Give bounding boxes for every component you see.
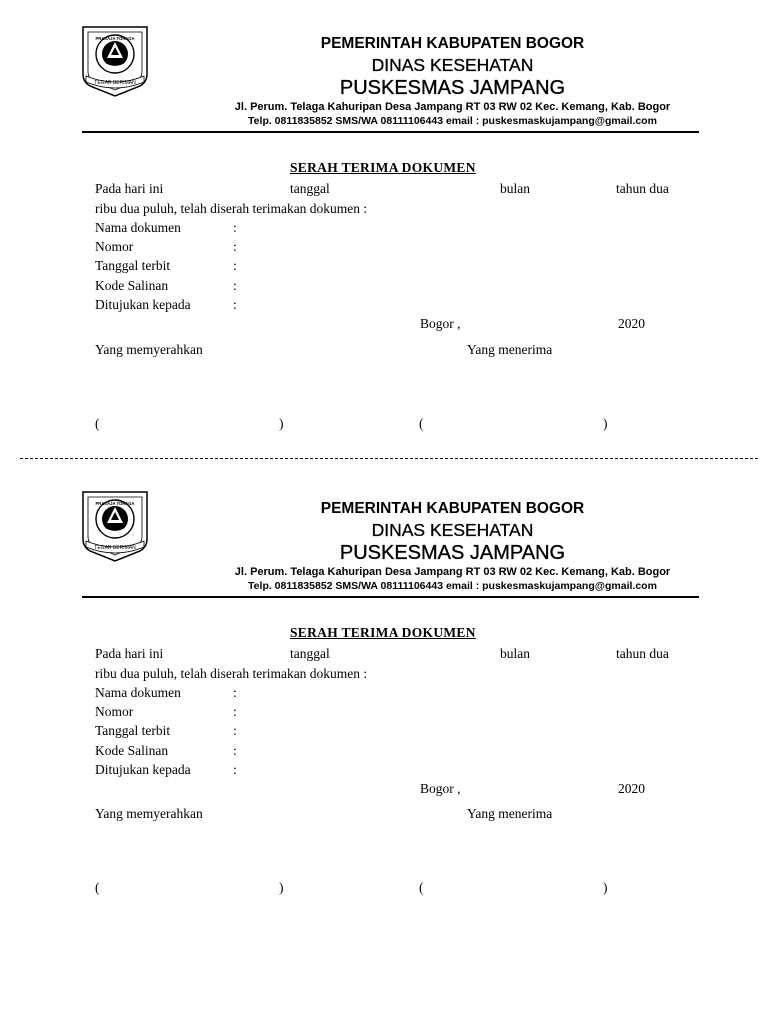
field-separator: : bbox=[233, 278, 237, 293]
header-address: Jl. Perum. Telaga Kahuripan Desa Jampang RT 03 RW 02 Kec. Kemang, Kab. Bogor bbox=[234, 566, 671, 578]
intro-year: tahun dua bbox=[616, 646, 669, 661]
svg-text:TEGAR BERIMAN: TEGAR BERIMAN bbox=[94, 545, 136, 551]
intro-line-2: ribu dua puluh, telah diserah terimakan dokumen : bbox=[95, 201, 368, 216]
header-government: PEMERINTAH KABUPATEN BOGOR bbox=[320, 35, 585, 52]
field-label-ditujukan-kepada: Ditujukan kepada bbox=[95, 762, 191, 777]
header-contact: Telp. 0811835852 SMS/WA 08111106443 email : puskesmaskujampang@gmail.com bbox=[248, 115, 657, 127]
signature-receiver-label: Yang menerima bbox=[467, 342, 553, 357]
signature-giver-label: Yang memyerahkan bbox=[95, 342, 203, 357]
header-department: DINAS KESEHATAN bbox=[371, 520, 534, 540]
svg-text:TEGAR BERIMAN: TEGAR BERIMAN bbox=[94, 80, 136, 86]
header-puskesmas: PUSKESMAS JAMPANG bbox=[339, 542, 566, 564]
signature-receiver-label: Yang menerima bbox=[467, 806, 553, 821]
place-label: Bogor , bbox=[420, 781, 461, 796]
header-rule bbox=[82, 131, 699, 133]
svg-text:SAYAGA: SAYAGA bbox=[107, 531, 123, 535]
field-separator: : bbox=[233, 258, 237, 273]
field-label-nama-dokumen: Nama dokumen bbox=[95, 685, 181, 700]
cut-line bbox=[20, 458, 758, 459]
signature-giver-open: ( bbox=[95, 880, 100, 895]
svg-text:SAYAGA: SAYAGA bbox=[107, 66, 123, 70]
field-label-tanggal-terbit: Tanggal terbit bbox=[95, 258, 171, 273]
field-separator: : bbox=[233, 704, 237, 719]
field-separator: : bbox=[233, 297, 237, 312]
field-label-kode-salinan: Kode Salinan bbox=[95, 278, 169, 293]
header-address: Jl. Perum. Telaga Kahuripan Desa Jampang RT 03 RW 02 Kec. Kemang, Kab. Bogor bbox=[234, 101, 671, 113]
intro-day: Pada hari ini bbox=[95, 181, 164, 196]
year-label: 2020 bbox=[618, 781, 645, 796]
intro-day: Pada hari ini bbox=[95, 646, 164, 661]
intro-date: tanggal bbox=[290, 646, 330, 661]
document-form-bottom bbox=[0, 465, 768, 905]
field-separator: : bbox=[233, 743, 237, 758]
field-separator: : bbox=[233, 220, 237, 235]
signature-giver-close: ) bbox=[279, 416, 284, 431]
field-label-ditujukan-kepada: Ditujukan kepada bbox=[95, 297, 191, 312]
signature-receiver-open: ( bbox=[419, 416, 424, 431]
document-title: SERAH TERIMA DOKUMEN bbox=[290, 160, 476, 175]
place-label: Bogor , bbox=[420, 316, 461, 331]
signature-giver-open: ( bbox=[95, 416, 100, 431]
intro-line-2: ribu dua puluh, telah diserah terimakan dokumen : bbox=[95, 666, 368, 681]
signature-giver-close: ) bbox=[279, 880, 284, 895]
svg-text:PRASAJA TOHAGA: PRASAJA TOHAGA bbox=[95, 36, 135, 41]
signature-receiver-close: ) bbox=[603, 416, 608, 431]
field-label-tanggal-terbit: Tanggal terbit bbox=[95, 723, 171, 738]
intro-date: tanggal bbox=[290, 181, 330, 196]
header-department: DINAS KESEHATAN bbox=[371, 55, 534, 75]
document-title: SERAH TERIMA DOKUMEN bbox=[290, 625, 476, 640]
intro-year: tahun dua bbox=[616, 181, 669, 196]
svg-text:PRASAJA TOHAGA: PRASAJA TOHAGA bbox=[95, 501, 135, 506]
header-contact: Telp. 0811835852 SMS/WA 08111106443 email : puskesmaskujampang@gmail.com bbox=[248, 580, 657, 592]
intro-month: bulan bbox=[500, 181, 530, 196]
header-government: PEMERINTAH KABUPATEN BOGOR bbox=[320, 500, 585, 517]
bogor-regency-seal-icon bbox=[80, 489, 150, 563]
signature-receiver-close: ) bbox=[603, 880, 608, 895]
field-label-nomor: Nomor bbox=[95, 704, 134, 719]
header-puskesmas: PUSKESMAS JAMPANG bbox=[339, 77, 566, 99]
field-separator: : bbox=[233, 762, 237, 777]
field-separator: : bbox=[233, 239, 237, 254]
signature-giver-label: Yang memyerahkan bbox=[95, 806, 203, 821]
intro-month: bulan bbox=[500, 646, 530, 661]
year-label: 2020 bbox=[618, 316, 645, 331]
document-form-top bbox=[0, 0, 768, 440]
field-separator: : bbox=[233, 723, 237, 738]
field-separator: : bbox=[233, 685, 237, 700]
bogor-regency-seal-icon bbox=[80, 24, 150, 98]
signature-receiver-open: ( bbox=[419, 880, 424, 895]
field-label-nama-dokumen: Nama dokumen bbox=[95, 220, 181, 235]
field-label-kode-salinan: Kode Salinan bbox=[95, 743, 169, 758]
field-label-nomor: Nomor bbox=[95, 239, 134, 254]
header-rule bbox=[82, 596, 699, 598]
